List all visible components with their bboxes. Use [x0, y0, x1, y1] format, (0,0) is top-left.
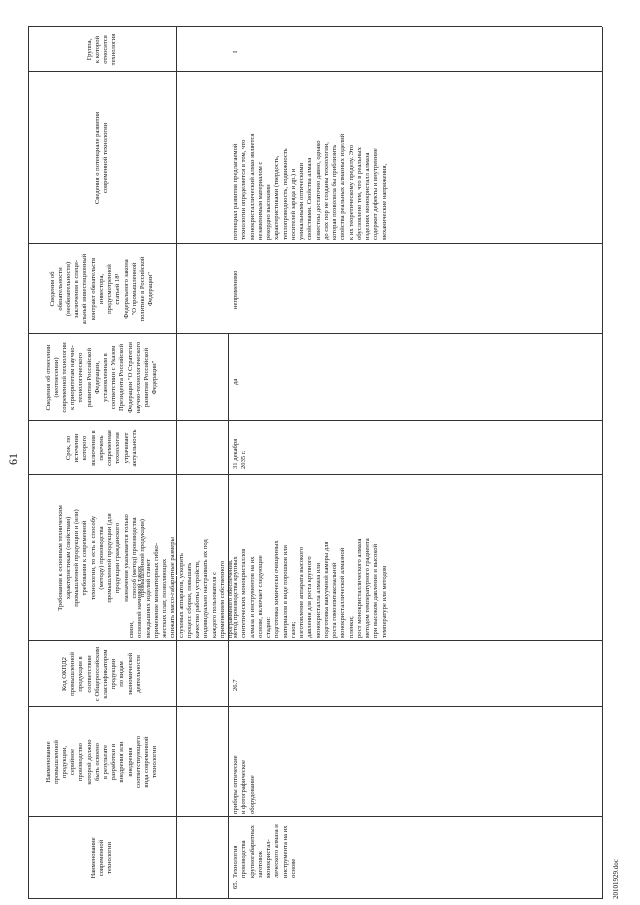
row-obligation: неприменимо [232, 270, 239, 309]
row-group: I [232, 50, 239, 53]
row-deadline: 31 декабря 2035 г. [232, 438, 248, 469]
header-tech-name: Наименование современной технологии [89, 837, 114, 879]
row-potential: потенциал развития предлагаемой технологии определяется в том, что монокристаллический алмаз является незаменимым материалом с рекордно высокими характеристиками (твердость, теплопроводность, подвижность носителей заряда и др.) и уникальными оптическими свойствами. Свойства алмаза известны достаточно давно, однако до сих пор не созданы технологии, которая позволила бы приблизить свойства реальных алмазных изделий к их теоретическому пределу. Это обусловлено тем, что в реальных изделиях монокристалл алмаза содержит дефекты и внутренние механические напряжения, [232, 133, 388, 240]
row-okpd-code: 26.7 [232, 679, 239, 691]
header-deadline: Срок, по истечении которого включения в перечень современная технология утрачивает актуальность [65, 429, 138, 467]
row-tech-name: Технология производства крупногабаритных заготовок монокристал- лического алмаза и инструмента на их основе [232, 824, 297, 878]
table-bottom-border [602, 27, 603, 899]
header-priority: Сведения об отнесении (неотнесении) современной технологии к приоритетам научно- технологического развития Российской Федерации, установленным в соответствии с Указом Президента Российской Федерации "О Стратегии научно-технологического развития Российской Федерации" [44, 341, 159, 414]
row-number: 65. [232, 880, 239, 889]
header-obligation: Сведения об обязательности (необязательности) заключения в специ- альный инвестиционный контракт обязательств инвестора, предусмотренной статьей 18¹ Федерального закона "О промышленной политике в Российской Федерации" [48, 253, 155, 325]
footer-filename: 20101929.doc [612, 859, 620, 899]
requirements-continuation: связи, основной начинкой таких междышних изделий станет применение миниатюрных гибко- жестких плат, позволяющих снижать массо-габаритные размеры слуховых аппаратов, ускорить процесс сборки, повышать качество работы устройств, индивидуально настраивать их под каждого пользователя с применением собственного программного обеспечения. [128, 537, 234, 638]
header-group: Группа, к которой относится технология [85, 33, 118, 66]
header-okpd-code: Код ОКПД2 промышленной продукции в соответствии с Общероссийским классификатором продукции по видам экономической деятельности [60, 646, 142, 702]
header-potential: Сведения о потенциале развития современной технологии [93, 111, 109, 205]
row-priority: да [232, 378, 239, 385]
page-number: 61 [6, 453, 20, 465]
row-requirements: метод производства крупных синтетических монокристаллов алмаза и инструментов на их основе, включает следующие стадии: подготовка химически очищенных материалов в виде порошков или газов; изготовление аппарата высокого давления для роста крупного монокристалла алмаза или подготовка вакуумной камеры для роста гомоэпитаксиальной монокристаллической алмазной пленки; рост монокристаллического алмаза методом температурного градиента при высоком давлении и высокой температуре или методом [232, 538, 388, 638]
row-product-name: приборы оптические и фотографическое оборудование [232, 755, 256, 814]
header-requirements: Требования к основным техническим характеристикам (свойствам) промышленной продукции и (или) требования к современной технологии, то есть к способу (методу) производства промышленной продукции (для продукции гражданского назначения указывается только способ (метод) производства промышленной продукции) [56, 505, 146, 611]
header-product-name: Наименование промышленной продукции, серийное производство которой должно быть освоено в результате разработки и внедрения или внедрения соответствующего вида современной технологии [44, 735, 159, 789]
